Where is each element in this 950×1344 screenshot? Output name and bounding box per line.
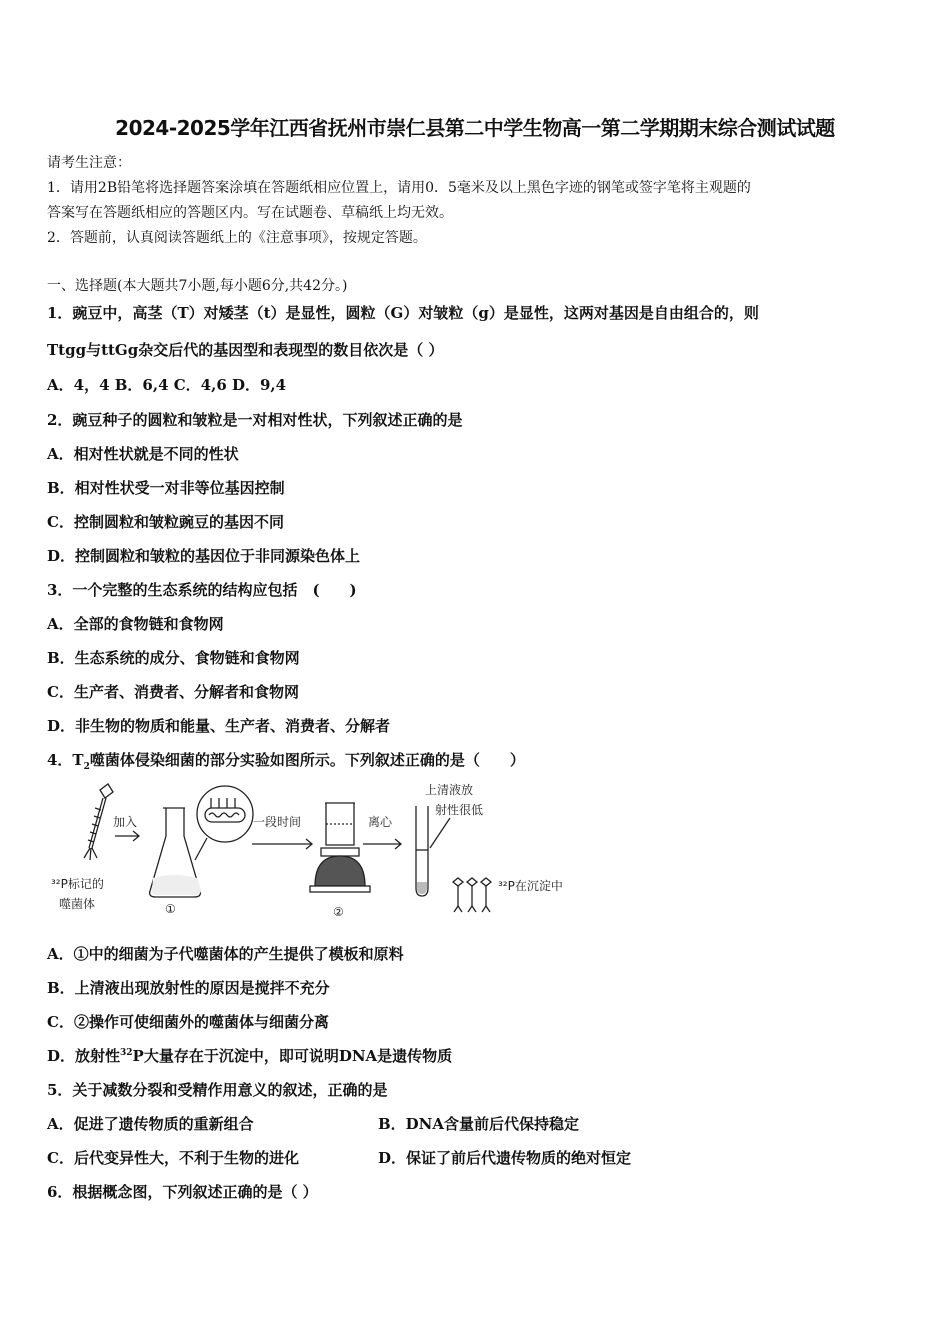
- q4-stem: 4．$T_2$噬菌体侵染细菌的部分实验如图所示。下列叙述正确的是（ ）: [47, 751, 525, 772]
- q1-stem-line1: 1．豌豆中，高茎（T）对矮茎（t）是显性，圆粒（G）对皱粒（g）是显性，这两对基因是自由组合的，则: [47, 304, 759, 322]
- q5-stem: 5．关于减数分裂和受精作用意义的叙述，正确的是: [47, 1081, 388, 1099]
- q4-option-a: A．①中的细菌为子代噬菌体的产生提供了模板和原料: [47, 945, 404, 963]
- q3-option-d: D．非生物的物质和能量、生产者、消费者、分解者: [47, 717, 391, 735]
- figure-label-supernatant-2: 射性很低: [435, 803, 484, 817]
- notice-item2: 2．答题前，认真阅读答题纸上的《注意事项》，按规定答题。: [47, 230, 427, 246]
- figure-step-1: ①: [165, 902, 176, 916]
- page-title: 2024-2025学年江西省抚州市崇仁县第二中学生物高一第二学期期末综合测试试题: [115, 116, 835, 140]
- figure-label-sediment: ³²P在沉淀中: [498, 879, 563, 893]
- q3-option-b: B．生态系统的成分、食物链和食物网: [47, 649, 300, 667]
- arrow-icon: [252, 839, 312, 849]
- figure-label-supernatant-1: 上清液放: [425, 783, 474, 797]
- q1-stem-line2: Ttgg与ttGg杂交后代的基因型和表现型的数目依次是（ ）: [47, 341, 444, 359]
- q2-option-c: C．控制圆粒和皱粒豌豆的基因不同: [47, 513, 284, 531]
- figure-label-labeled-2: 噬菌体: [59, 897, 96, 911]
- q3-option-c: C．生产者、消费者、分解者和食物网: [47, 683, 299, 701]
- labeled-phage-icon: [84, 784, 113, 860]
- q5-option-d: D．保证了前后代遗传物质的绝对恒定: [378, 1149, 632, 1167]
- figure-label-time: 一段时间: [253, 815, 302, 829]
- notice-item1-line2: 答案写在答题纸相应的答题区内。写在试题卷、草稿纸上均无效。: [47, 205, 453, 221]
- phage-group-icon: [453, 878, 491, 912]
- section-heading: 一、选择题(本大题共7小题,每小题6分,共42分。): [47, 278, 348, 294]
- q1-options: A．4，4 B．6,4 C．4,6 D．9,4: [47, 376, 287, 394]
- q5-option-c: C．后代变异性大，不利于生物的进化: [47, 1149, 299, 1167]
- figure-label-labeled-1: ³²P标记的: [51, 877, 104, 891]
- figure-label-add: 加入: [113, 815, 138, 829]
- q5-option-b: B．DNA含量前后代保持稳定: [378, 1115, 580, 1133]
- arrow-icon: [115, 831, 139, 841]
- q2-stem: 2．豌豆种子的圆粒和皱粒是一对相对性状，下列叙述正确的是: [47, 411, 463, 429]
- q2-option-a: A．相对性状就是不同的性状: [47, 445, 239, 463]
- figure-label-centrifuge: 离心: [368, 815, 393, 829]
- q2-option-d: D．控制圆粒和皱粒的基因位于非同源染色体上: [47, 547, 361, 565]
- q6-stem: 6．根据概念图，下列叙述正确的是（ ）: [47, 1183, 318, 1201]
- blender-icon: [310, 803, 370, 892]
- q3-option-a: A．全部的食物链和食物网: [47, 615, 224, 633]
- phage-experiment-figure: [45, 778, 585, 923]
- q5-option-a: A．促进了遗传物质的重新组合: [47, 1115, 254, 1133]
- q4-option-c: C．②操作可使细菌外的噬菌体与细菌分离: [47, 1013, 329, 1031]
- q4-option-b: B．上清液出现放射性的原因是搅拌不充分: [47, 979, 330, 997]
- notice-item1-line1: 1．请用2B铅笔将选择题答案涂填在答题纸相应位置上，请用0．5毫米及以上黑色字迹的钢笔或签字笔将主观题的: [47, 180, 751, 196]
- figure-step-2: ②: [333, 905, 344, 919]
- q4-option-d: D．放射性$^{32}$P大量存在于沉淀中，即可说明DNA是遗传物质: [47, 1047, 453, 1065]
- flask-icon: [150, 808, 201, 897]
- notice-heading: 请考生注意：: [47, 155, 131, 171]
- arrow-icon: [363, 839, 401, 849]
- q2-option-b: B．相对性状受一对非等位基因控制: [47, 479, 285, 497]
- q3-stem: 3．一个完整的生态系统的结构应包括 ( ): [47, 581, 357, 599]
- test-tube-icon: [416, 806, 450, 896]
